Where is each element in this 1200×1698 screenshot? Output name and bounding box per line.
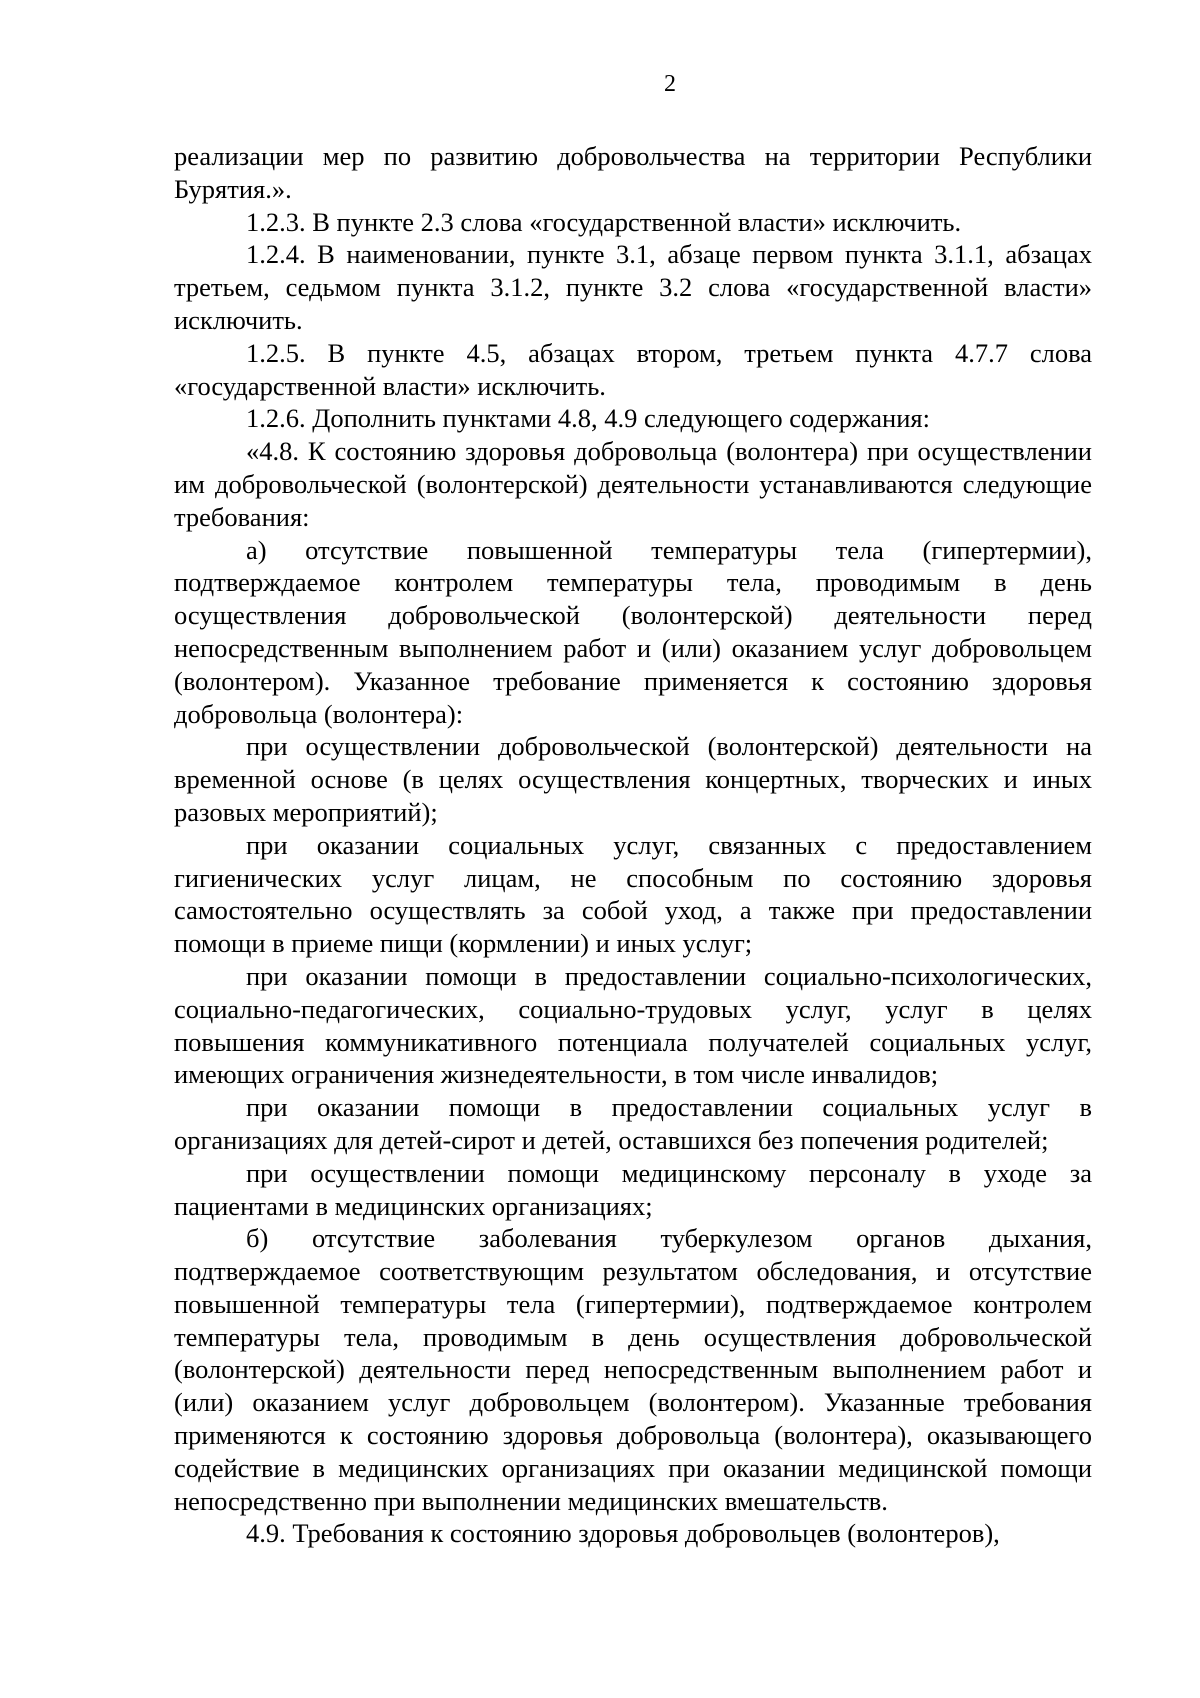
paragraph-1-2-3: 1.2.3. В пункте 2.3 слова «государственной власти» исключить. <box>246 206 962 237</box>
paragraph-item-a: а) отсутствие повышенной температуры тела (гипертермии), подтверждаемое контролем температуры тела, проводимым в день осуществления добровольческой (волонтерской) деятельности перед непосредственным выполнением работ и (или) оказанием услуг добровольцем (волонтером). Указанное требование применяется к состоянию здоровья добровольца (волонтера): <box>174 534 1092 729</box>
paragraph-4-8: «4.8. К состоянию здоровья добровольца (волонтера) при осуществлении им добровольческой (волонтерской) деятельности устанавливаются следующие требования: <box>174 436 1092 532</box>
paragraph-social-services: при оказании социальных услуг, связанных с предоставлением гигиенических услуг лицам, не способным по состоянию здоровья самостоятельно осуществлять за собой уход, а также при предоставлении помощи в приеме пищи (кормлении) и иных услуг; <box>174 829 1092 959</box>
document-body <box>174 140 1092 1550</box>
paragraph-medical-staff-help: при осуществлении помощи медицинскому персоналу в уходе за пациентами в медицинских организациях; <box>174 1157 1092 1221</box>
paragraph-temporary-basis: при осуществлении добровольческой (волонтерской) деятельности на временной основе (в целях осуществления концертных, творческих и иных разовых мероприятий); <box>174 731 1092 827</box>
paragraph-orphan-organizations: при оказании помощи в предоставлении социальных услуг в организациях для детей-сирот и детей, оставшихся без попечения родителей; <box>174 1092 1092 1155</box>
paragraph-psychological-help: при оказании помощи в предоставлении социально-психологических, социально-педагогических, социально-трудовых услуг, услуг в целях повышения коммуникативного потенциала получателей социальных услуг, имеющих ограничения жизнедеятельности, в том числе инвалидов; <box>174 960 1092 1090</box>
paragraph-1-2-4: 1.2.4. В наименовании, пункте 3.1, абзаце первом пункта 3.1.1, абзацах третьем, седьмом пункта 3.1.2, пункте 3.2 слова «государственной власти» исключить. <box>174 239 1092 335</box>
paragraph-item-b: б) отсутствие заболевания туберкулезом органов дыхания, подтверждаемое соответствующим результатом обследования, и отсутствие повышенной температуры тела (гипертермии), подтверждаемое контролем температуры тела, проводимым в день осуществления добровольческой (волонтерской) деятельности перед непосредственным выполнением работ и (или) оказанием услуг добровольцем (волонтером). Указанные требования применяются к состоянию здоровья добровольца (волонтера), оказывающего содействие в медицинских организациях при оказании медицинской помощи непосредственно при выполнении медицинских вмешательств. <box>174 1223 1092 1516</box>
paragraph-continuation: реализации мер по развитию добровольчества на территории Республики Бурятия.». <box>174 141 1092 204</box>
page-number: 2 <box>664 71 676 97</box>
paragraph-1-2-5: 1.2.5. В пункте 4.5, абзацах втором, третьем пункта 4.7.7 слова «государственной власти» исключить. <box>174 337 1092 401</box>
paragraph-4-9: 4.9. Требования к состоянию здоровья добровольцев (волонтеров), <box>246 1518 1000 1549</box>
paragraph-1-2-6: 1.2.6. Дополнить пунктами 4.8, 4.9 следующего содержания: <box>246 403 930 434</box>
